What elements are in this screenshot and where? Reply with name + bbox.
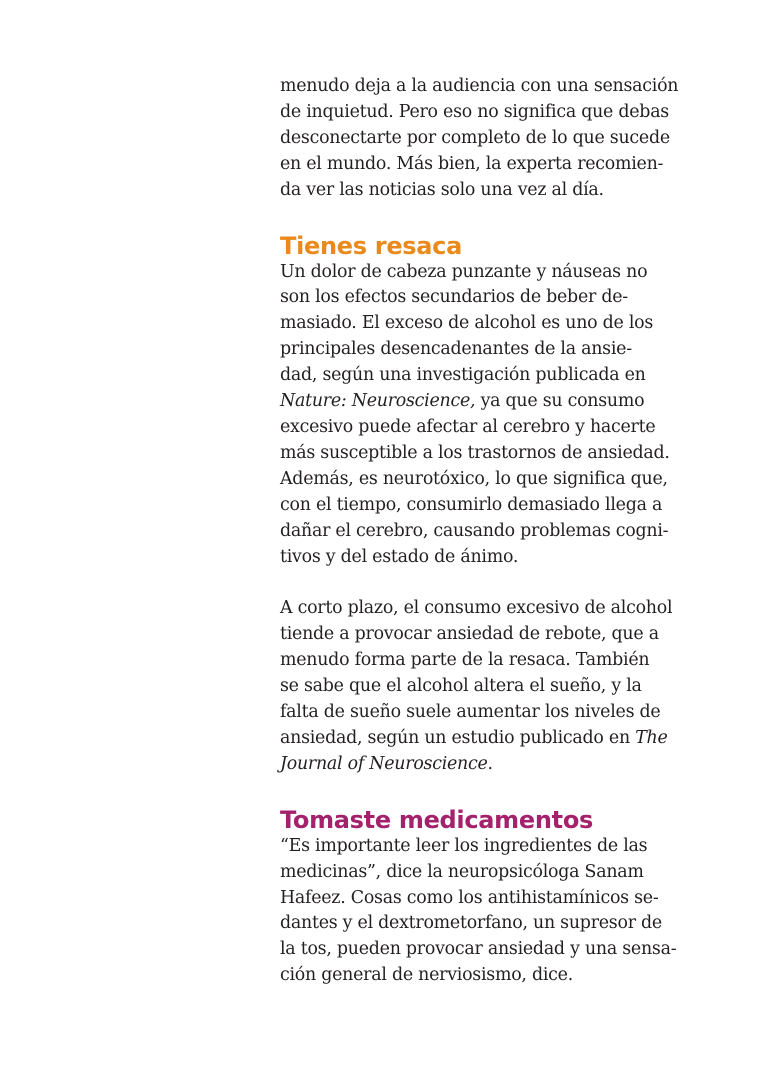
paragraph-line: tiende a provocar ansiedad de rebote, que a bbox=[280, 624, 659, 645]
line-text: ya que su consumo bbox=[475, 391, 645, 412]
paragraph-line: tivos y del estado de ánimo. bbox=[280, 546, 519, 567]
paragraph-line: Un dolor de cabeza punzante y náuseas no bbox=[280, 261, 648, 282]
paragraph-line: menudo forma parte de la resaca. También bbox=[280, 650, 650, 671]
paragraph-line bbox=[280, 726, 725, 752]
intro-paragraph bbox=[280, 74, 725, 204]
hangover-paragraph-2 bbox=[280, 596, 725, 777]
paragraph-line: dad, según una investigación publicada en bbox=[280, 365, 646, 386]
paragraph-line: medicinas”, dice la neuropsicóloga Sanam bbox=[280, 861, 644, 882]
text-column bbox=[280, 74, 725, 989]
paragraph-line: dantes y el dextrometorfano, un supresor de bbox=[280, 913, 662, 934]
paragraph-line: con el tiempo, consumirlo demasiado llega a bbox=[280, 494, 663, 515]
paragraph-line: Además, es neurotóxico, lo que significa que, bbox=[280, 468, 668, 489]
paragraph-line: Hafeez. Cosas como los antihistamínicos se- bbox=[280, 887, 659, 908]
paragraph-line: principales desencadenantes de la ansie- bbox=[280, 339, 632, 360]
intro-line: desconectarte por completo de lo que sucede bbox=[280, 127, 670, 148]
paragraph-line: masiado. El exceso de alcohol es uno de los bbox=[280, 313, 654, 334]
paragraph-line bbox=[280, 752, 725, 778]
hangover-paragraph-1 bbox=[280, 260, 725, 571]
paragraph-line: son los efectos secundarios de beber de- bbox=[280, 287, 628, 308]
paragraph-line bbox=[280, 389, 725, 415]
paragraph-line: excesivo puede afectar al cerebro y hacerte bbox=[280, 416, 656, 437]
spacer bbox=[280, 778, 725, 806]
paragraph-line: la tos, pueden provocar ansiedad y una sensa- bbox=[280, 939, 677, 960]
intro-line: en el mundo. Más bien, la experta recomien- bbox=[280, 153, 664, 174]
spacer bbox=[280, 570, 725, 596]
intro-line: da ver las noticias solo una vez al día. bbox=[280, 179, 604, 200]
paragraph-line: más susceptible a los trastornos de ansiedad. bbox=[280, 442, 670, 463]
paragraph-line: se sabe que el alcohol altera el sueño, y la bbox=[280, 676, 642, 697]
paragraph-line: A corto plazo, el consumo excesivo de alcohol bbox=[280, 598, 673, 619]
intro-line: de inquietud. Pero eso no significa que debas bbox=[280, 101, 669, 122]
paragraph-line: ción general de nerviosismo, dice. bbox=[280, 965, 573, 986]
line-text: ansiedad, según un estudio publicado en bbox=[280, 727, 636, 748]
spacer bbox=[280, 204, 725, 232]
paragraph-line: dañar el cerebro, causando problemas cogni- bbox=[280, 520, 669, 541]
line-text: . bbox=[487, 753, 493, 774]
paragraph-line: “Es importante leer los ingredientes de las bbox=[280, 835, 648, 856]
journal-title-start: The bbox=[635, 727, 668, 748]
section-heading-medication: Tomaste medicamentos bbox=[280, 805, 593, 834]
paragraph-line: falta de sueño suele aumentar los niveles de bbox=[280, 702, 661, 723]
journal-title: Journal of Neuroscience bbox=[280, 753, 488, 774]
medication-paragraph bbox=[280, 834, 725, 989]
section-heading-hangover: Tienes resaca bbox=[280, 231, 462, 260]
intro-line: menudo deja a la audiencia con una sensación bbox=[280, 76, 679, 96]
journal-title: Nature: Neuroscience, bbox=[280, 391, 476, 412]
